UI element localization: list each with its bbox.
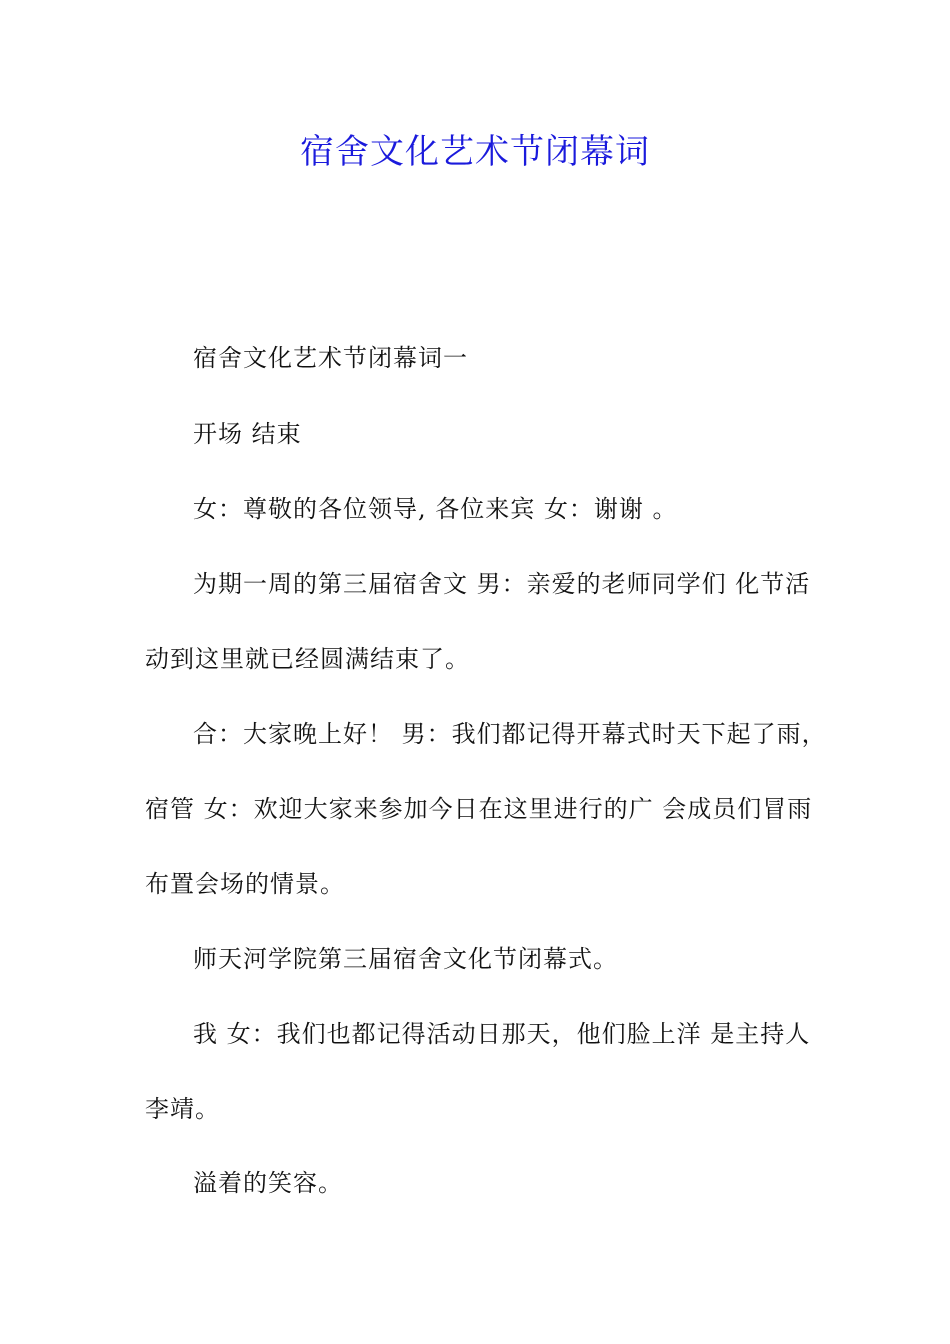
body-line-4: 为期一周的第三届宿舍文 男：亲爱的老师同学们 化节活	[193, 570, 811, 598]
body-line-9: 师天河学院第三届宿舍文化节闭幕式。	[193, 945, 618, 973]
body-line-2: 开场 结束	[193, 420, 302, 448]
document-title: 宿舍文化艺术节闭幕词	[300, 132, 650, 172]
body-line-10: 我 女：我们也都记得活动日那天，他们脸上洋 是主持人	[193, 1020, 811, 1048]
body-line-1: 宿舍文化艺术节闭幕词一	[193, 344, 468, 372]
body-line-12: 溢着的笑容。	[193, 1169, 343, 1197]
body-line-5: 动到这里就已经圆满结束了。	[145, 645, 470, 673]
body-line-11: 李靖。	[145, 1095, 220, 1123]
body-line-6: 合：大家晚上好！ 男：我们都记得开幕式时天下起了雨，	[193, 720, 827, 748]
body-line-3: 女：尊敬的各位领导, 各位来宾 女：谢谢 。	[193, 495, 678, 523]
body-line-7: 宿管 女：欢迎大家来参加今日在这里进行的广 会成员们冒雨	[145, 795, 813, 823]
body-line-8: 布置会场的情景。	[145, 870, 345, 898]
